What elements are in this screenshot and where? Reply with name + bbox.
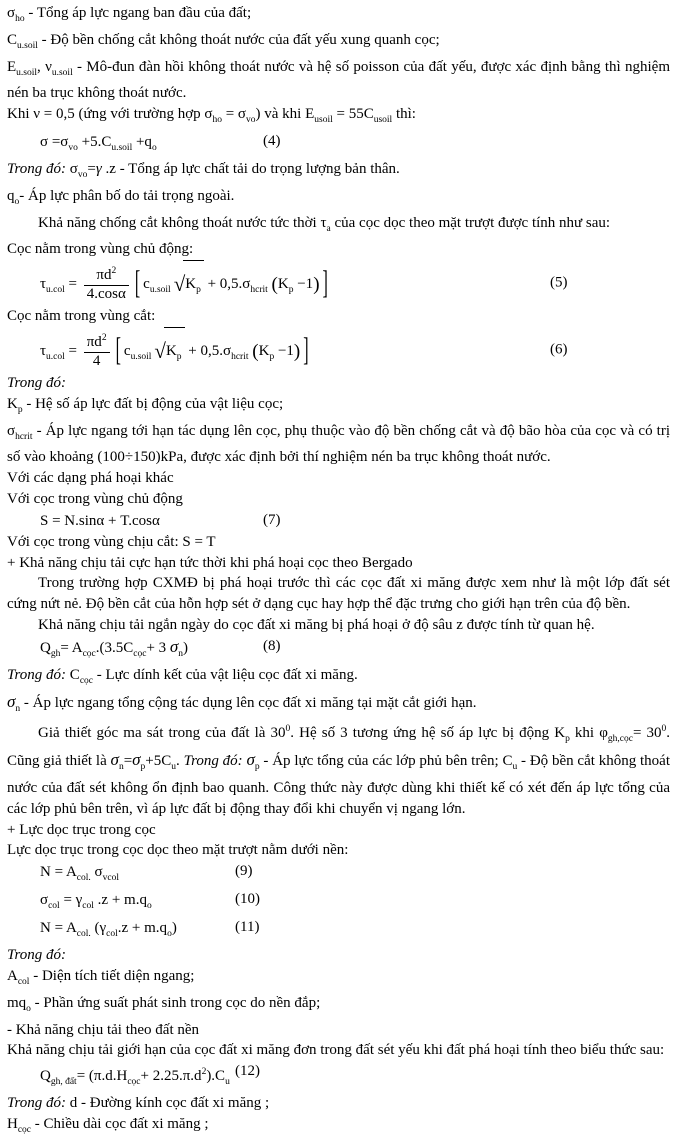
text-segment: - Độ bền cắt không thoát nước của đất sét không ổn định bao quanh. Công thức này được dùng khi thiết kế có xét đến áp lực tổng của các lớp phủ bên trên, vì áp lực đất bị động thay đổi khi chuyển vị ngang lớn. xyxy=(7,753,671,817)
text-segment: σ xyxy=(90,864,103,881)
subscript: col. xyxy=(76,929,91,940)
text-segment: σ xyxy=(7,691,16,711)
text-line xyxy=(7,615,670,636)
text-line xyxy=(7,394,670,421)
subscript: u.soil xyxy=(16,67,38,78)
text-segment: 4 xyxy=(92,352,101,369)
text-segment: K xyxy=(258,342,270,359)
subscript: cọc xyxy=(17,1124,32,1135)
text-line xyxy=(7,159,670,186)
text-segment: = xyxy=(64,342,81,359)
text-line xyxy=(7,213,670,240)
subscript: vo xyxy=(246,115,256,126)
text-segment: [ xyxy=(115,333,121,368)
subscript: u xyxy=(512,762,518,773)
subscript: col xyxy=(17,976,30,987)
formula-line xyxy=(7,131,670,159)
subscript: p xyxy=(196,285,201,296)
text-segment: πd xyxy=(86,334,102,351)
text-segment: σ xyxy=(132,750,141,770)
subscript: p xyxy=(140,762,146,773)
text-segment: = 55C xyxy=(332,106,374,123)
text-segment: ) xyxy=(293,340,301,362)
subscript: u.soil xyxy=(111,142,133,153)
superscript: 2 xyxy=(201,1067,207,1078)
text-segment: c xyxy=(123,342,131,359)
formula-line xyxy=(7,260,670,306)
text-segment: σ xyxy=(7,422,16,439)
subscript: cọc xyxy=(82,648,96,659)
text-segment: - Hệ số áp lực đất bị động của vật liệu cọc; xyxy=(22,395,284,412)
text-line xyxy=(7,945,670,966)
subscript: n xyxy=(118,762,124,773)
text-line xyxy=(7,820,670,841)
text-segment: K xyxy=(165,342,177,359)
text-segment: Q xyxy=(40,639,51,656)
radical-sign-icon: √ xyxy=(154,338,166,363)
subscript: vo xyxy=(77,169,88,180)
subscript: p xyxy=(17,404,23,415)
subscript: gh, đất xyxy=(50,1077,77,1088)
subscript: cọc xyxy=(79,675,93,686)
subscript: col xyxy=(82,901,94,912)
text-segment: , ν xyxy=(37,58,52,75)
text-segment: σ =σ xyxy=(40,133,69,150)
document-body xyxy=(7,3,670,1141)
text-segment: c xyxy=(143,276,150,293)
subscript: n xyxy=(15,703,21,714)
text-segment: +5.C xyxy=(77,133,112,150)
text-segment: A xyxy=(7,967,18,984)
text-segment: - Khả năng chịu tải theo đất nền xyxy=(7,1021,200,1038)
formula-line xyxy=(7,861,670,889)
text-segment: Cọc nằm trong vùng chủ động: xyxy=(7,241,194,258)
fraction-numerator xyxy=(84,333,110,351)
formula-line xyxy=(7,889,670,917)
text-segment: mq xyxy=(7,994,27,1011)
subscript: col xyxy=(48,901,60,912)
text-segment: Với cọc trong vùng chịu cắt: S = T xyxy=(7,533,216,550)
subscript: p xyxy=(565,734,570,745)
text-segment: - Mô-đun đàn hồi không thoát nước và hệ số poisson của đất yếu, được xác định bằng thì nghiệm nén ba trục không thoát nước. xyxy=(7,58,670,102)
text-line xyxy=(7,1093,670,1114)
text-segment: d - Đường kính cọc đất xi măng ; xyxy=(69,1095,270,1112)
subscript: vo xyxy=(68,142,78,153)
text-segment: γ xyxy=(95,160,102,177)
text-segment: C xyxy=(7,31,18,48)
equation-number: (12) xyxy=(235,1063,260,1080)
text-segment: + 0,5.σ xyxy=(184,342,232,359)
fraction-denominator xyxy=(84,352,110,370)
text-segment: + 2.25.π.d xyxy=(140,1068,202,1085)
formula-line xyxy=(7,917,670,945)
subscript: u.soil xyxy=(17,40,38,51)
superscript: 0 xyxy=(285,724,291,735)
text-segment: C xyxy=(69,666,80,683)
text-line xyxy=(7,966,670,993)
text-line xyxy=(7,421,670,469)
text-segment: Trong đó: xyxy=(7,1095,70,1112)
text-line xyxy=(7,1020,670,1041)
text-line xyxy=(7,186,670,213)
text-segment: Giả thiết góc ma sát trong của đất là 30 xyxy=(38,725,286,742)
text-segment: Với cọc trong vùng chủ động xyxy=(7,490,183,507)
text-segment: + Lực dọc trục trong cọc xyxy=(7,821,156,838)
text-segment: Trong đó: xyxy=(7,947,67,964)
subscript: usoil xyxy=(314,115,333,126)
subscript: hcrit xyxy=(250,285,268,296)
fraction xyxy=(84,333,110,370)
text-segment: τ xyxy=(40,342,47,359)
text-segment: - Áp lực tổng của các lớp phủ bên trên; C xyxy=(259,753,513,770)
subscript: usoil xyxy=(373,115,393,126)
text-segment: + 3 xyxy=(146,639,170,656)
text-segment: Trong đó: xyxy=(7,374,67,391)
fraction xyxy=(84,266,129,303)
text-line xyxy=(7,692,670,720)
text-segment: . xyxy=(176,753,184,770)
text-segment: = A xyxy=(60,639,83,656)
text-segment: Khả năng chịu tải giới hạn của cọc đất xi măng đơn trong đất sét yếu khi đất phá hoại tính theo biểu thức sau: xyxy=(7,1042,665,1059)
text-segment: . Hệ số 3 tương ứng hệ số áp lực bị động K xyxy=(290,725,566,742)
subscript: u.soil xyxy=(130,351,152,362)
text-segment: = σ xyxy=(221,106,247,123)
subscript: p xyxy=(176,351,182,362)
text-line xyxy=(7,373,670,394)
subscript: ho xyxy=(212,115,222,126)
text-segment: +q xyxy=(132,133,152,150)
text-segment: σ xyxy=(246,750,255,770)
text-segment: ).C xyxy=(206,1068,226,1085)
subscript: p xyxy=(269,351,275,362)
text-segment: ] xyxy=(322,266,328,302)
subscript: u.soil xyxy=(149,285,171,296)
subscript: ho xyxy=(15,14,25,24)
text-segment: - Áp lực ngang tổng cộng tác dụng lên cọc đất xi măng tại mặt cắt giới hạn. xyxy=(20,694,477,711)
subscript: cọc xyxy=(127,1077,141,1088)
subscript: o xyxy=(146,901,152,912)
text-segment: - Tổng áp lực ngang ban đầu của đất; xyxy=(24,5,252,21)
text-segment: ) xyxy=(313,274,320,296)
text-segment: .z - Tổng áp lực chất tải do trọng lượng bản thân. xyxy=(101,160,400,177)
subscript: o xyxy=(14,196,20,207)
formula-line xyxy=(7,327,670,373)
text-segment: πd xyxy=(96,267,112,284)
subscript: col. xyxy=(76,873,91,884)
text-segment: ( xyxy=(271,274,278,296)
text-segment: H xyxy=(7,1115,18,1132)
text-segment: - Lực dính kết của vật liệu cọc đất xi măng. xyxy=(93,666,358,683)
equation-number: (6) xyxy=(550,341,568,358)
text-segment: .z + m.q xyxy=(93,892,147,909)
text-segment: +5C xyxy=(145,753,172,770)
text-segment: = xyxy=(64,276,81,293)
text-segment: = xyxy=(87,160,96,177)
text-segment: = (π.d.H xyxy=(76,1068,128,1085)
text-line xyxy=(7,30,670,57)
formula-line xyxy=(7,1061,670,1093)
text-segment: ) xyxy=(183,639,189,656)
text-segment: - Chiều dài cọc đất xi măng ; xyxy=(31,1115,209,1132)
text-segment: Trong đó: xyxy=(7,160,70,177)
text-segment: của cọc dọc theo mặt trượt được tính như sau: xyxy=(330,214,611,231)
subscript: o xyxy=(151,142,157,153)
formula-line xyxy=(7,510,670,532)
subscript: gh xyxy=(50,648,61,659)
text-line xyxy=(7,306,670,327)
radical-sign-icon: √ xyxy=(173,272,186,297)
text-segment: Q xyxy=(40,1068,51,1085)
text-segment: Cọc nằm trong vùng cắt: xyxy=(7,308,156,325)
text-segment: [ xyxy=(134,266,141,302)
text-segment: - Phần ứng suất phát sinh trong cọc do nền đắp; xyxy=(30,994,321,1011)
superscript: 0 xyxy=(661,724,667,735)
text-segment: = xyxy=(123,753,133,770)
text-segment: −1 xyxy=(293,276,314,293)
text-segment: 4.cosα xyxy=(86,285,126,302)
text-segment: σ xyxy=(7,5,16,21)
text-line xyxy=(7,1040,670,1061)
subscript: cọc xyxy=(133,648,147,659)
text-line xyxy=(7,665,670,692)
text-line xyxy=(7,1114,670,1141)
subscript: u.col xyxy=(46,285,65,296)
text-segment: σ xyxy=(169,636,179,656)
text-segment: K xyxy=(7,395,18,412)
text-line xyxy=(7,532,670,553)
superscript: 2 xyxy=(101,333,107,344)
text-line xyxy=(7,553,670,574)
text-segment: τ xyxy=(40,276,47,293)
subscript: gh,cọc xyxy=(607,734,633,745)
text-segment: S = N.sinα + T.cosα xyxy=(40,512,160,529)
subscript: o xyxy=(167,929,172,940)
subscript: vcol xyxy=(102,873,119,884)
text-line xyxy=(7,489,670,510)
superscript: 2 xyxy=(111,266,117,277)
formula-line xyxy=(7,636,670,665)
text-segment: Trong đó: xyxy=(7,666,70,683)
equation-number: (9) xyxy=(235,863,253,880)
text-segment: Khi ν = 0,5 (ứng với trường hợp σ xyxy=(7,106,213,123)
text-line xyxy=(7,104,670,131)
text-segment: = 30 xyxy=(632,725,662,742)
subscript: u xyxy=(171,762,177,773)
text-segment: ( xyxy=(252,340,259,362)
text-segment: N = A xyxy=(40,920,77,937)
text-segment: - Diện tích tiết diện ngang; xyxy=(29,967,195,984)
subscript: u.soil xyxy=(51,67,73,78)
text-segment: khi φ xyxy=(569,725,608,742)
text-segment: E xyxy=(7,58,17,75)
text-segment: + 0,5.σ xyxy=(203,276,251,293)
equation-number: (7) xyxy=(263,511,281,528)
equation-number: (5) xyxy=(550,274,568,291)
equation-number: (8) xyxy=(263,637,281,654)
text-segment: ) xyxy=(171,920,177,937)
subscript: p xyxy=(254,762,260,773)
text-line xyxy=(7,840,670,861)
text-segment: - Áp lực phân bố do tải trọng ngoài. xyxy=(19,187,235,204)
text-segment: Khả năng chống cắt không thoát nước tức thời τ xyxy=(38,214,327,231)
text-line xyxy=(7,993,670,1020)
text-segment: −1 xyxy=(274,342,294,359)
text-segment: Với các dạng phá hoại khác xyxy=(7,470,174,487)
text-segment: .z + m.q xyxy=(117,920,168,937)
text-line xyxy=(7,239,670,260)
fraction-numerator xyxy=(84,266,129,284)
text-segment: Lực dọc trục trong cọc dọc theo mặt trượt nằm dưới nền: xyxy=(7,842,349,859)
text-segment: . Cũng giả thiết là xyxy=(7,725,671,770)
text-segment: - Độ bền chống cắt không thoát nước của đất yếu xung quanh cọc; xyxy=(37,31,440,48)
text-segment: σ xyxy=(40,892,49,909)
text-segment: (γ xyxy=(90,920,107,937)
subscript: u.col xyxy=(46,351,65,362)
subscript: u xyxy=(225,1077,230,1088)
subscript: p xyxy=(288,285,294,296)
subscript: hcrit xyxy=(231,351,249,362)
equation-number: (11) xyxy=(235,919,260,936)
text-segment: thì: xyxy=(392,106,416,123)
equation-number: (4) xyxy=(263,132,281,149)
text-segment: ] xyxy=(303,333,309,368)
text-segment: σ xyxy=(69,160,78,177)
text-line xyxy=(7,3,670,30)
text-segment: N = A xyxy=(40,864,77,881)
text-segment: ) và khi E xyxy=(255,106,315,123)
text-line xyxy=(7,573,670,615)
equation-number: (10) xyxy=(235,891,260,908)
text-segment: + Khả năng chịu tải cực hạn tức thời khi phá hoại cọc theo Bergado xyxy=(7,554,413,571)
subscript: n xyxy=(178,648,184,659)
subscript: a xyxy=(326,223,331,234)
subscript: hcrit xyxy=(15,431,33,442)
fraction-denominator xyxy=(84,285,129,303)
text-segment: - Áp lực ngang tới hạn tác dụng lên cọc, phụ thuộc vào độ bền chống cắt và độ bão hòa của cọc và có trị số vào khoảng (100÷150)kPa, được xác định bởi thí nghiệm nén ba trục không thoát nước. xyxy=(7,422,670,466)
text-line xyxy=(7,719,670,819)
text-segment: = γ xyxy=(59,892,83,909)
text-segment: q xyxy=(7,187,15,204)
text-segment: Trong trường hợp CXMĐ bị phá hoại trước thì các cọc đất xi măng được xem như là một lớp đất sét cứng nứt nẻ. Độ bền cắt của hỗn hợp sét ở dạng cục hay hợp thể đặc trưng cho giới hạn trên của độ bền. xyxy=(7,575,670,613)
text-segment: K xyxy=(277,276,289,293)
text-line xyxy=(7,57,670,105)
text-segment: σ xyxy=(110,750,119,770)
text-line xyxy=(7,468,670,489)
subscript: col xyxy=(106,929,118,940)
subscript: o xyxy=(26,1003,31,1014)
text-segment: Khả năng chịu tải ngắn ngày do cọc đất xi măng bị phá hoại ở độ sâu z được tính từ quan hệ. xyxy=(38,616,595,633)
text-segment: .(3.5C xyxy=(95,639,134,656)
text-segment: K xyxy=(185,276,197,293)
text-segment: Trong đó: xyxy=(183,753,247,770)
